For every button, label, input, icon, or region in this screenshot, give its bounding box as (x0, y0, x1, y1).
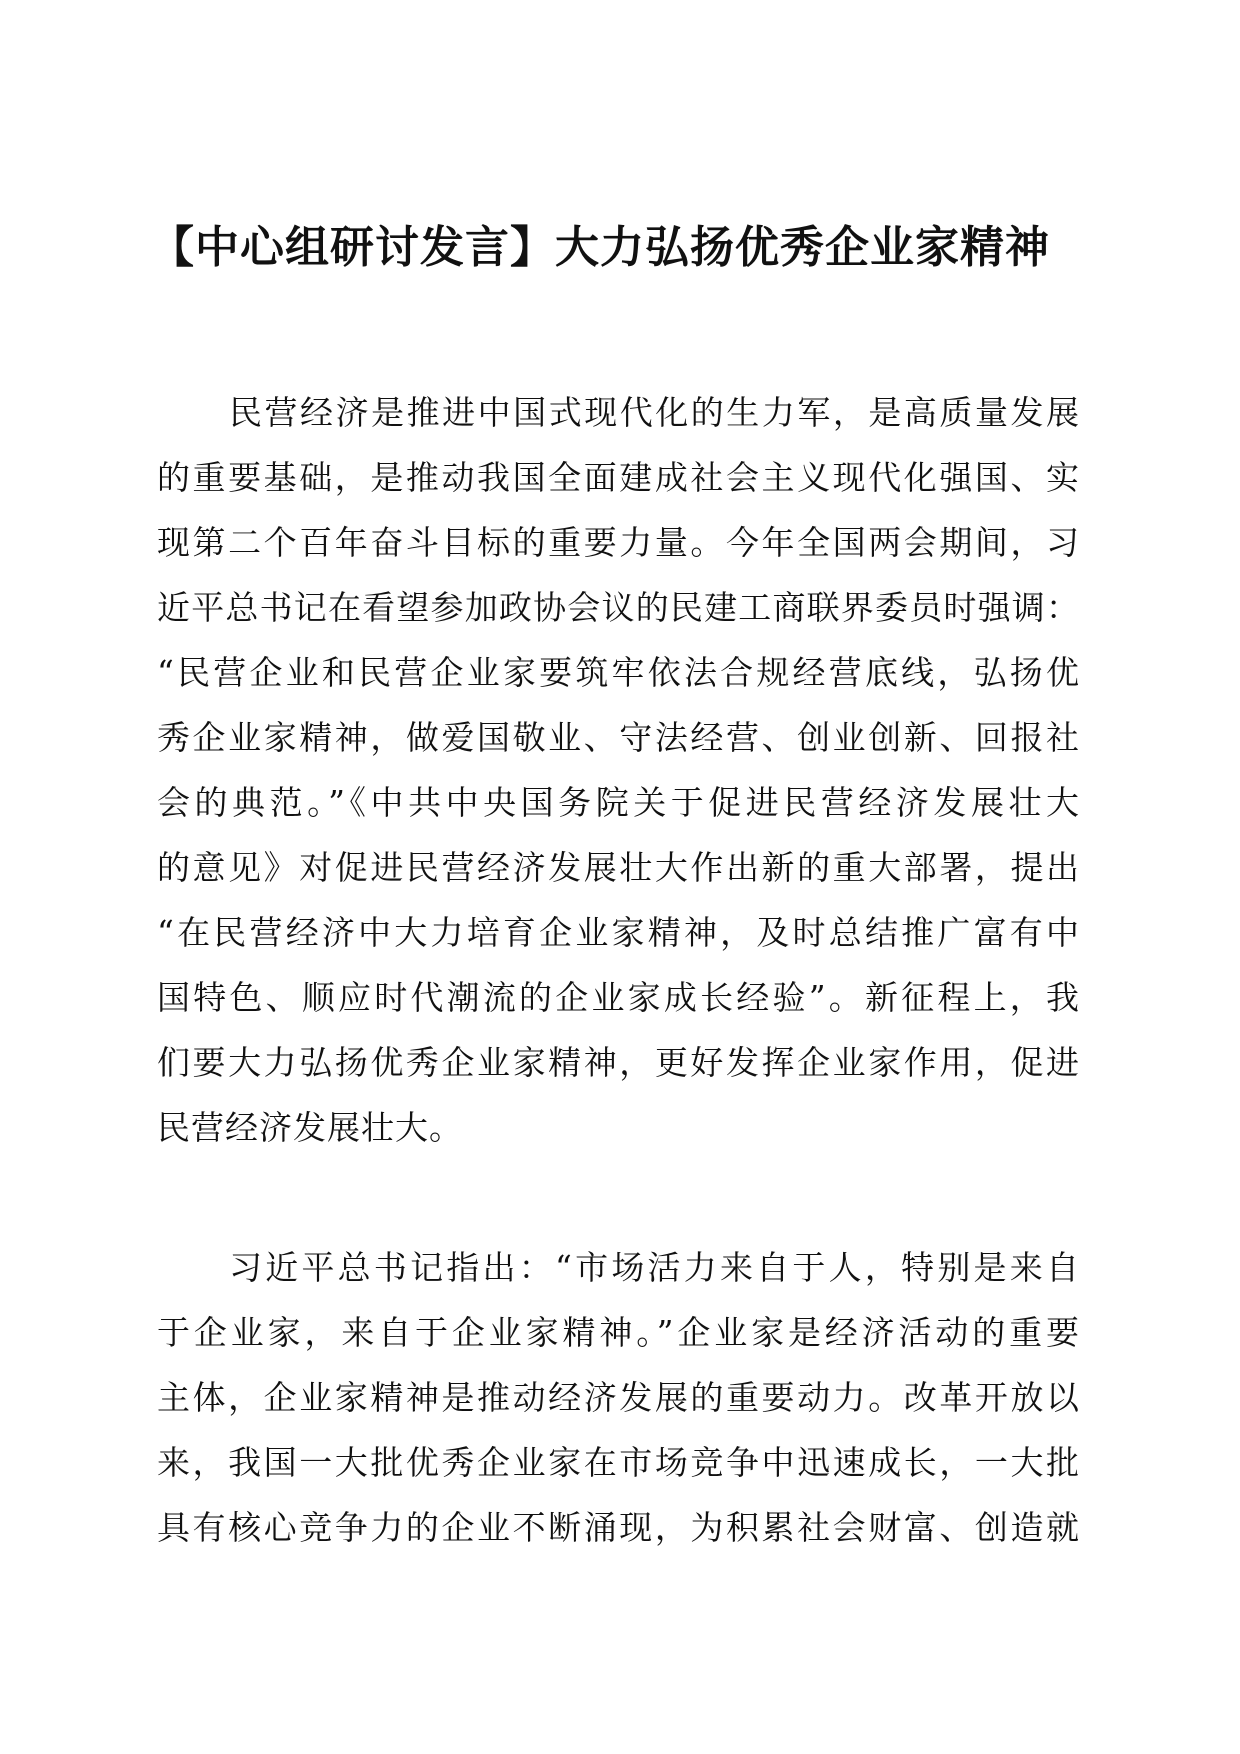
paragraph-line: 民营经济发展壮大。 (157, 1108, 463, 1147)
paragraph-1 (157, 380, 1080, 1160)
paragraph-line: 国特色、顺应时代潮流的企业家成长经验”。新征程上，我 (157, 978, 1080, 1017)
paragraph-line: 具有核心竞争力的企业不断涌现，为积累社会财富、创造就 (157, 1508, 1080, 1547)
paragraph-line: 来，我国一大批优秀企业家在市场竞争中迅速成长，一大批 (157, 1443, 1080, 1482)
paragraph-line: 习近平总书记指出：“市场活力来自于人，特别是来自 (229, 1248, 1080, 1287)
document-title: 【中心组研讨发言】大力弘扬优秀企业家精神 (150, 222, 1050, 273)
paragraph-line: 于企业家，来自于企业家精神。”企业家是经济活动的重要 (157, 1313, 1080, 1352)
paragraph-line: 的意见》对促进民营经济发展壮大作出新的重大部署，提出 (157, 848, 1080, 887)
paragraph-line: 现第二个百年奋斗目标的重要力量。今年全国两会期间，习 (157, 523, 1080, 562)
paragraph-line: 民营经济是推进中国式现代化的生力军，是高质量发展 (229, 393, 1080, 432)
paragraph-line: 近平总书记在看望参加政协会议的民建工商联界委员时强调： (157, 588, 1080, 627)
paragraph-line: “民营企业和民营企业家要筑牢依法合规经营底线，弘扬优 (157, 653, 1080, 692)
paragraph-line: 们要大力弘扬优秀企业家精神，更好发挥企业家作用，促进 (157, 1043, 1080, 1082)
paragraph-line: “在民营经济中大力培育企业家精神，及时总结推广富有中 (157, 913, 1080, 952)
paragraph-line: 的重要基础，是推动我国全面建成社会主义现代化强国、实 (157, 458, 1080, 497)
paragraph-2 (157, 1235, 1080, 1560)
paragraph-line: 会的典范。”《中共中央国务院关于促进民营经济发展壮大 (157, 783, 1080, 822)
paragraph-line: 秀企业家精神，做爱国敬业、守法经营、创业创新、回报社 (157, 718, 1080, 757)
paragraph-line: 主体，企业家精神是推动经济发展的重要动力。改革开放以 (157, 1378, 1080, 1417)
